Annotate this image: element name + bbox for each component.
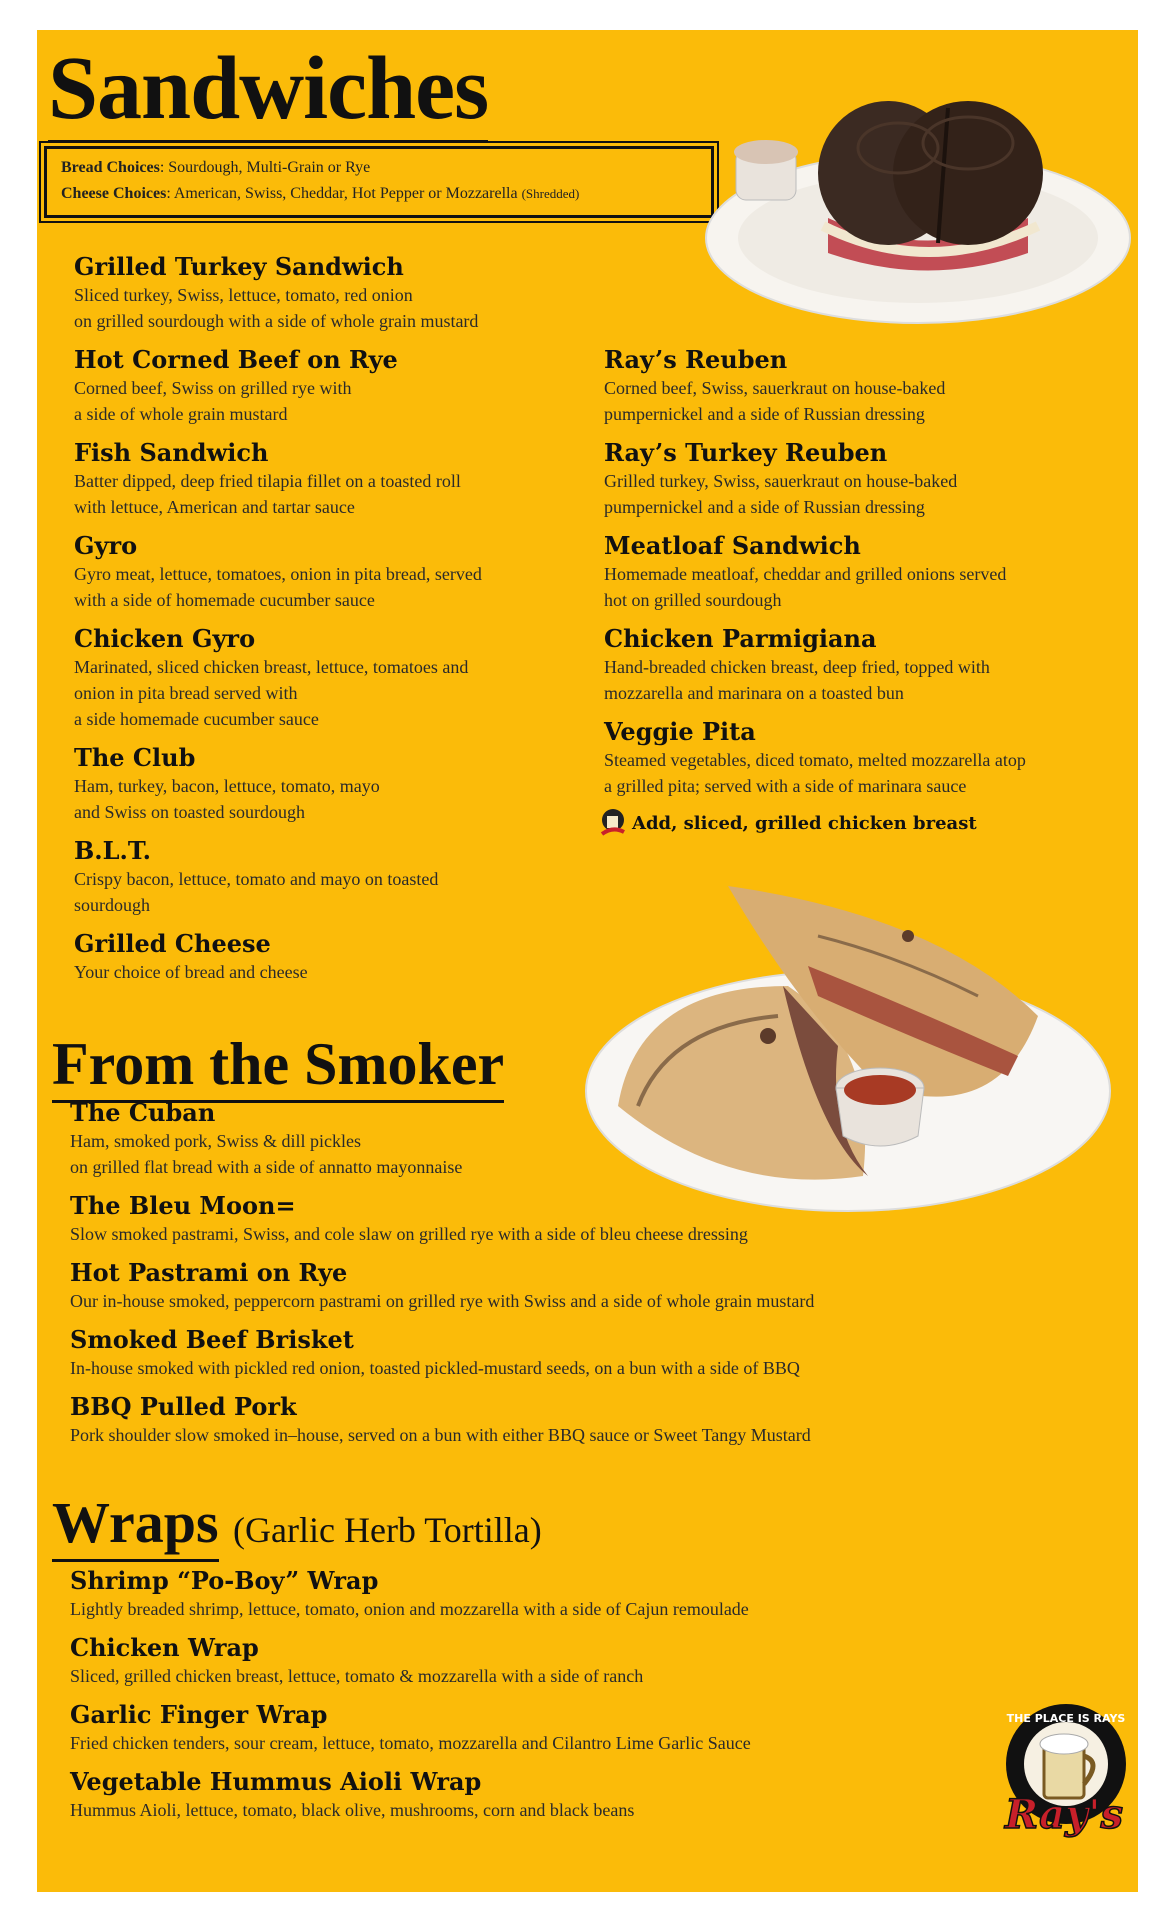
menu-item-description: Your choice of bread and cheese — [74, 962, 308, 982]
menu-item-description: sourdough — [74, 895, 150, 915]
menu-item — [70, 1191, 1070, 1247]
rays-logo — [1000, 1700, 1130, 1850]
menu-item-description: Sliced, grilled chicken breast, lettuce, tomato & mozzarella with a side of ranch — [70, 1666, 644, 1686]
menu-item-name: Meatloaf Sandwich — [604, 531, 861, 560]
bread-choices: Bread Choices: Sourdough, Multi-Grain or Rye — [61, 159, 371, 176]
menu-item — [74, 531, 594, 613]
menu-item-name: Gyro — [74, 531, 138, 560]
menu-item-description: with lettuce, American and tartar sauce — [74, 497, 355, 517]
menu-item-description: Corned beef, Swiss on grilled rye with — [74, 378, 352, 398]
menu-item-name: Vegetable Hummus Aioli Wrap — [70, 1767, 482, 1796]
menu-item-name: BBQ Pulled Pork — [70, 1392, 297, 1421]
menu-item-description: Hand-breaded chicken breast, deep fried, topped with — [604, 657, 990, 677]
menu-item-description: Slow smoked pastrami, Swiss, and cole slaw on grilled rye with a side of bleu cheese dressing — [70, 1224, 748, 1244]
menu-item-description: Hummus Aioli, lettuce, tomato, black olive, mushrooms, corn and black beans — [70, 1800, 635, 1820]
sandwiches-heading: Sandwiches — [48, 44, 488, 143]
cheese-choices: Cheese Choices: American, Swiss, Cheddar, Hot Pepper or Mozzarella (Shredded) — [61, 185, 580, 202]
menu-item — [604, 624, 1124, 706]
menu-item-description: a side homemade cucumber sauce — [74, 709, 319, 729]
menu-item-name: Ray’s Reuben — [604, 345, 788, 374]
menu-item-name: Hot Corned Beef on Rye — [74, 345, 398, 374]
menu-item — [74, 252, 594, 334]
menu-item-description: Sliced turkey, Swiss, lettuce, tomato, red onion — [74, 285, 413, 305]
logo-mini-icon — [600, 808, 626, 838]
menu-item-name: The Bleu Moon= — [70, 1191, 296, 1220]
menu-item-name: Chicken Gyro — [74, 624, 256, 653]
menu-item-name: B.L.T. — [74, 836, 151, 865]
menu-item — [70, 1566, 1030, 1622]
menu-item-description: Our in-house smoked, peppercorn pastrami on grilled rye with Swiss and a side of whole grain mustard — [70, 1291, 815, 1311]
menu-item — [74, 624, 594, 732]
menu-item-name: Garlic Finger Wrap — [70, 1700, 328, 1729]
menu-item — [74, 345, 594, 427]
menu-item-description: pumpernickel and a side of Russian dressing — [604, 497, 925, 517]
menu-item-description: Crispy bacon, lettuce, tomato and mayo on toasted — [74, 869, 439, 889]
menu-item — [74, 929, 594, 985]
wraps-subheading: (Garlic Herb Tortilla) — [233, 1510, 542, 1550]
menu-item-name: Grilled Turkey Sandwich — [74, 252, 404, 281]
menu-item-description: Steamed vegetables, diced tomato, melted mozzarella atop — [604, 750, 1026, 770]
menu-item — [604, 531, 1124, 613]
menu-item-name: Ray’s Turkey Reuben — [604, 438, 888, 467]
menu-item — [604, 438, 1124, 520]
menu-item — [70, 1767, 1030, 1823]
menu-item-description: Fried chicken tenders, sour cream, lettuce, tomato, mozzarella and Cilantro Lime Garlic Sauce — [70, 1733, 751, 1753]
menu-item — [74, 836, 594, 918]
menu-item — [74, 438, 594, 520]
menu-item-description: Ham, smoked pork, Swiss & dill pickles — [70, 1131, 361, 1151]
menu-item — [70, 1700, 1030, 1756]
menu-item — [74, 743, 594, 825]
menu-item — [604, 717, 1124, 799]
wraps-heading: Wraps (Garlic Herb Tortilla) — [52, 1494, 542, 1552]
menu-item-name: Chicken Parmigiana — [604, 624, 877, 653]
menu-item-name: The Club — [74, 743, 196, 772]
menu-item-description: Batter dipped, deep fried tilapia fillet on a toasted roll — [74, 471, 461, 491]
menu-item — [70, 1392, 1070, 1448]
menu-item-description: pumpernickel and a side of Russian dressing — [604, 404, 925, 424]
menu-item-description: Lightly breaded shrimp, lettuce, tomato, onion and mozzarella with a side of Cajun remoulade — [70, 1599, 749, 1619]
menu-item-name: Smoked Beef Brisket — [70, 1325, 354, 1354]
smoker-heading: From the Smoker — [52, 1034, 504, 1103]
menu-item-description: In-house smoked with pickled red onion, toasted pickled-mustard seeds, on a bun with a side of BBQ — [70, 1358, 800, 1378]
menu-item-description: Corned beef, Swiss, sauerkraut on house-baked — [604, 378, 946, 398]
menu-item-description: Homemade meatloaf, cheddar and grilled onions served — [604, 564, 1007, 584]
menu-item-name: Grilled Cheese — [74, 929, 271, 958]
logo-script: Ray's — [1004, 1791, 1124, 1838]
menu-item-description: with a side of homemade cucumber sauce — [74, 590, 375, 610]
menu-item-description: Marinated, sliced chicken breast, lettuce, tomatoes and — [74, 657, 469, 677]
menu-item-description: onion in pita bread served with — [74, 683, 298, 703]
menu-item-description: a side of whole grain mustard — [74, 404, 288, 424]
menu-item-name: Veggie Pita — [604, 717, 756, 746]
menu-item-description: Pork shoulder slow smoked in–house, served on a bun with either BBQ sauce or Sweet Tangy Mustard — [70, 1425, 811, 1445]
menu-item-description: Grilled turkey, Swiss, sauerkraut on house-baked — [604, 471, 958, 491]
reuben-photo — [698, 88, 1138, 338]
menu-item-name: Hot Pastrami on Rye — [70, 1258, 348, 1287]
menu-item — [70, 1633, 1030, 1689]
menu-item-name: The Cuban — [70, 1098, 216, 1127]
menu-item-description: Ham, turkey, bacon, lettuce, tomato, mayo — [74, 776, 380, 796]
menu-item-description: on grilled flat bread with a side of annatto mayonnaise — [70, 1157, 463, 1177]
logo-ring-text: THE PLACE IS RAYS — [1006, 1712, 1126, 1725]
menu-item — [604, 345, 1124, 427]
menu-item — [70, 1098, 1070, 1180]
menu-item — [70, 1325, 1070, 1381]
menu-item-name: Shrimp “Po-Boy” Wrap — [70, 1566, 379, 1595]
menu-item-description: a grilled pita; served with a side of marinara sauce — [604, 776, 967, 796]
menu-item-description: on grilled sourdough with a side of whole grain mustard — [74, 311, 479, 331]
menu-item-name: Chicken Wrap — [70, 1633, 259, 1662]
menu-item-description: mozzarella and marinara on a toasted bun — [604, 683, 904, 703]
menu-item-description: Gyro meat, lettuce, tomatoes, onion in pita bread, served — [74, 564, 482, 584]
menu-item-name: Fish Sandwich — [74, 438, 269, 467]
bread-cheese-choices — [44, 146, 714, 218]
menu-item — [70, 1258, 1070, 1314]
menu-item-description: and Swiss on toasted sourdough — [74, 802, 305, 822]
addon-chicken: Add, sliced, grilled chicken breast — [600, 808, 977, 838]
menu-item-description: hot on grilled sourdough — [604, 590, 782, 610]
